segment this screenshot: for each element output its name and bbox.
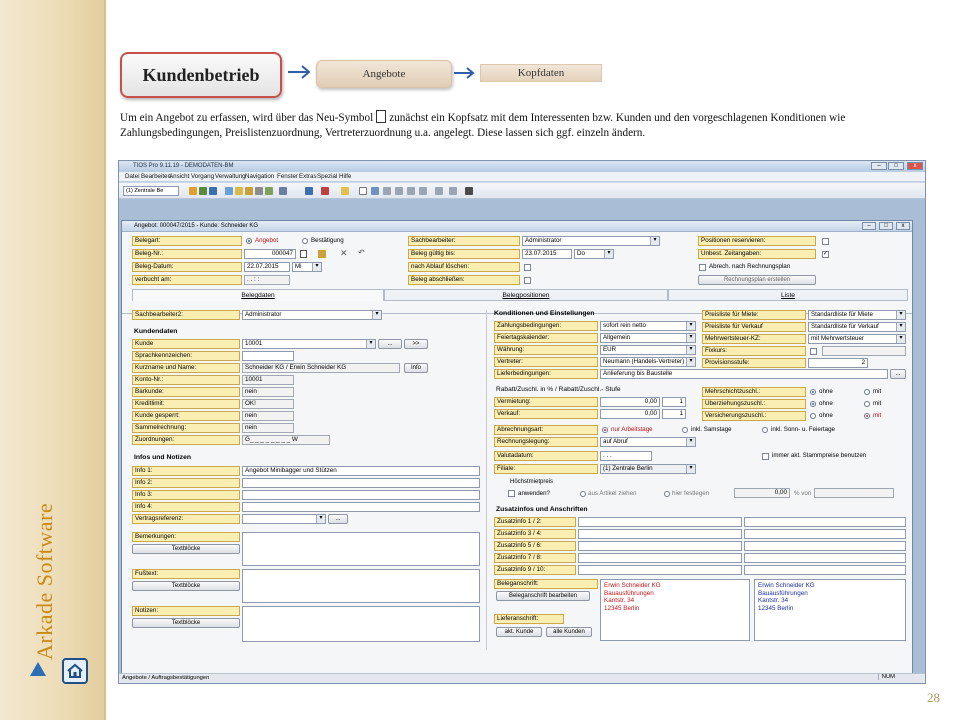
verbucht-label: verbucht am:	[132, 275, 242, 285]
belegdatum-field[interactable]: 22.07.2015	[244, 262, 290, 272]
filiale-label: Filiale:	[494, 464, 598, 474]
hoechst-value-field[interactable]: 0,00	[734, 488, 790, 498]
abr-samstage-radio[interactable]	[682, 427, 688, 433]
fusstext-label: Fußtext:	[132, 569, 240, 579]
anwenden-text: anwenden?	[518, 490, 550, 497]
verkauf-pct-field[interactable]: 0,00	[600, 409, 660, 419]
provision-field[interactable]: 2	[808, 358, 868, 368]
info4-label: Info 4:	[132, 502, 240, 512]
help-icon[interactable]	[341, 187, 349, 195]
aus-artikel-text: aus Artikel ziehen	[588, 490, 637, 497]
infos-heading: Infos und Notizen	[134, 454, 192, 461]
fusstext-textarea[interactable]	[242, 569, 480, 603]
belegdatum-label: Beleg-Datum:	[132, 262, 242, 272]
belegart-angebot-radio[interactable]	[246, 238, 252, 244]
app-window	[118, 160, 926, 684]
vermietung-pct-field[interactable]: 0,00	[600, 397, 660, 407]
info2-field[interactable]	[242, 478, 480, 488]
undo-icon[interactable]: ↶	[358, 248, 365, 257]
anwenden-checkbox[interactable]	[508, 490, 515, 497]
notizen-label: Notizen:	[132, 606, 240, 616]
tool-icon[interactable]	[449, 187, 457, 195]
versicherung-mit-text: mit	[873, 412, 882, 419]
clock-icon[interactable]	[255, 187, 263, 195]
versicherung-label: Versicherungszuschl.:	[702, 411, 806, 421]
menu-bearbeiten[interactable]: Bearbeiten	[141, 173, 171, 180]
tool-icon[interactable]	[209, 187, 217, 195]
tool-icon[interactable]	[435, 187, 443, 195]
abschliessen-checkbox[interactable]	[524, 277, 531, 284]
zusatz2-field[interactable]	[744, 517, 906, 527]
vertragsreferenz-label: Vertragsreferenz:	[132, 514, 240, 524]
kunde-label: Kunde	[132, 339, 240, 349]
zahlungsbed-label: Zahlungsbedingungen:	[494, 321, 598, 331]
zusatz7-label: Zusatzinfo 7 / 8:	[494, 553, 576, 563]
zusatz3-field[interactable]	[578, 529, 742, 539]
delete-icon[interactable]: ✕	[340, 248, 348, 258]
document-titlebar	[122, 221, 912, 232]
tool-icon[interactable]	[245, 187, 253, 195]
document-title: Angebot: 000047/2015 - Kunde: Schneider KG	[134, 223, 259, 229]
info2-label: Info 2:	[132, 478, 240, 488]
vertreter-label: Vertreter:	[494, 357, 598, 367]
sachbearbeiter-label: Sachbearbeiter:	[408, 236, 520, 246]
toolbar	[119, 183, 925, 199]
waehrung-select[interactable]: EUR ▾	[600, 345, 696, 355]
menu-navigation[interactable]: Navigation	[245, 173, 275, 180]
mwst-label: Mehrwertsteuer-KZ:	[702, 334, 806, 344]
preis-verkauf-label: Preisliste für Verkauf	[702, 322, 806, 332]
belegdatum-day-select[interactable]: Mi ▾	[292, 262, 322, 272]
preis-verkauf-select[interactable]: Standardliste für Verkauf ▾	[808, 322, 906, 332]
intro-text-part2: zunächst ein Kopfsatz mit dem Interessenten bzw. Kunden und den vorgeschlagenen Konditionen wie Zahlungsbedingungen, Preislistenzuordnung, Vertreterzuordnung u.a. angelegt. Diese lassen sich ggf. einzeln ändern.	[120, 112, 846, 139]
calendar-icon[interactable]	[279, 187, 287, 195]
kreditlimit-field: OK!	[242, 399, 294, 409]
info1-field[interactable]: Angebot Minibagger und Stützen	[242, 466, 480, 476]
brand-text: Arkade Software	[32, 502, 57, 660]
zusatz6-field[interactable]	[744, 541, 906, 551]
exit-icon[interactable]	[465, 187, 473, 195]
sprache-field[interactable]	[242, 351, 294, 361]
vertragsreferenz-dots-button[interactable]: ...	[328, 514, 348, 524]
kurzname-field: Schneider KG / Erwin Schneider KG	[242, 363, 400, 373]
hier-festlegen-radio[interactable]	[664, 491, 670, 497]
tool-icon[interactable]	[407, 187, 415, 195]
abrechnungsart-label: Abrechnungsart:	[494, 425, 598, 435]
zuordnungen-field: G_ _ _ _ _ _ _ _ W	[242, 435, 330, 445]
sachbearbeiter-select[interactable]: Administrator ▾	[522, 236, 660, 246]
tab-belegpositionen[interactable]: Belegpositionen	[384, 289, 668, 301]
belegart-label: Belegart:	[132, 236, 242, 246]
tab-belegdaten[interactable]: Belegdaten	[132, 289, 384, 301]
ablauf-checkbox[interactable]	[524, 264, 531, 271]
stammpreise-text: immer akt. Stammpreise benutzen	[772, 452, 867, 459]
valutadatum-field[interactable]: . . .	[600, 451, 652, 461]
gesperrt-label: Kunde gesperrt:	[132, 411, 240, 421]
app-title: TIOS Pro 9.11.19 - DEMODATEN-BM	[133, 163, 234, 169]
beleganschrift-textarea[interactable]: Erwin Schneider KG Bauausführungen Kantstr. 34 12345 Berlin	[600, 579, 750, 641]
flow-arrow-icon	[454, 64, 478, 82]
vermietung-stufe-field[interactable]: 1	[662, 397, 686, 407]
zusatz-heading: Zusatzinfos und Anschriften	[496, 506, 588, 513]
edit-icon[interactable]	[318, 250, 326, 258]
info-icon[interactable]	[305, 187, 313, 195]
info4-field[interactable]	[242, 502, 480, 512]
hoechst-basis-field[interactable]	[814, 488, 894, 498]
abr-feiertage-radio[interactable]	[762, 427, 768, 433]
fixkurs-checkbox[interactable]	[810, 348, 817, 355]
ueberziehung-ohne-radio[interactable]	[810, 401, 816, 407]
zusatz9-field[interactable]	[578, 565, 742, 575]
fixkurs-field[interactable]	[822, 346, 906, 356]
status-num: NUM	[878, 674, 895, 680]
brand-logo	[8, 500, 88, 660]
vertragsreferenz-select[interactable]	[242, 514, 326, 524]
positionen-checkbox[interactable]	[822, 238, 829, 245]
valutadatum-label: Valutadatum:	[494, 451, 598, 461]
tool-icon[interactable]	[395, 187, 403, 195]
menubar	[119, 172, 925, 182]
abr-feiertage-text: inkl. Sonn- u. Feiertage	[771, 426, 835, 433]
preis-miete-select[interactable]: Standardliste für Miete ▾	[808, 310, 906, 320]
abr-samstage-text: inkl. Samstage	[691, 426, 732, 433]
statusbar	[119, 673, 925, 683]
feiertag-select[interactable]: Allgemein ▾	[600, 333, 696, 343]
flow-arrow-icon	[288, 62, 314, 82]
kundendaten-heading: Kundendaten	[134, 328, 178, 335]
ueberziehung-label: Überziehungszuschl.:	[702, 399, 806, 409]
zusatz8-field[interactable]	[744, 553, 906, 563]
belegnr-field[interactable]: 000047	[244, 249, 296, 259]
positionen-label: Positionen reservieren:	[698, 236, 816, 246]
menu-ansicht[interactable]: Ansicht	[169, 173, 190, 180]
menu-fenster[interactable]: Fenster	[277, 173, 298, 180]
zusatz7-field[interactable]	[578, 553, 742, 563]
versicherung-ohne-radio[interactable]	[810, 413, 816, 419]
fusstext-textbloecke-button[interactable]: Textblöcke	[132, 581, 240, 591]
close-icon[interactable]: x	[896, 222, 910, 230]
versicherung-ohne-text: ohne	[819, 412, 833, 419]
lieferbed-label: Lieferbedingungen:	[494, 369, 598, 379]
zuordnungen-label: Zuordnungen:	[132, 435, 240, 445]
tool-icon[interactable]	[199, 187, 207, 195]
vermietung-label: Vermietung:	[494, 397, 598, 407]
column-separator	[486, 310, 487, 650]
page-number: 28	[927, 690, 940, 705]
intro-text	[120, 110, 920, 141]
stammpreise-checkbox[interactable]	[762, 453, 769, 460]
ablauf-label: nach Ablauf löschen:	[408, 262, 520, 272]
mehrschicht-mit-radio[interactable]	[864, 389, 870, 395]
kunde-select[interactable]: 10001 ▾	[242, 339, 376, 349]
gueltig-field[interactable]: 23.07.2015	[522, 249, 572, 259]
gueltig-day-select[interactable]: Do ▾	[574, 249, 614, 259]
mdi-area	[119, 199, 925, 675]
konto-field: 10001	[242, 375, 294, 385]
hier-festlegen-text: hier festlegen	[672, 490, 710, 497]
mehrschicht-ohne-radio[interactable]	[810, 389, 816, 395]
tool-icon[interactable]	[235, 187, 243, 195]
mehrschicht-ohne-text: ohne	[819, 388, 833, 395]
new-document-icon[interactable]	[300, 250, 307, 258]
bemerkungen-textarea[interactable]	[242, 532, 480, 566]
akt-kunde-button[interactable]: akt. Kunde	[496, 627, 542, 637]
sb2-label: Sachbearbeiter2:	[132, 310, 240, 320]
rechnungslegung-label: Rechnungslegung:	[494, 437, 598, 447]
abr-arbeitstage-text: nur Arbeitstage	[611, 426, 653, 433]
abrech-text: Abrech. nach Rechnungsplan	[709, 263, 791, 270]
save-icon[interactable]	[371, 187, 379, 195]
gesperrt-field: nein	[242, 411, 294, 421]
konditionen-heading: Konditionen und Einstellungen	[494, 310, 595, 317]
previous-arrow-icon[interactable]	[30, 662, 46, 676]
fixkurs-label: Fixkurs:	[702, 346, 806, 356]
zusatz5-label: Zusatzinfo 5 / 6:	[494, 541, 576, 551]
flow-step-kopfdaten: Kopfdaten	[480, 64, 602, 82]
menu-datei[interactable]: Datei	[125, 173, 140, 180]
bemerkungen-label: Bemerkungen:	[132, 532, 240, 542]
app-titlebar	[119, 161, 925, 172]
document-body	[122, 232, 912, 684]
mehrschicht-label: Mehrschichtzuschl.:	[702, 387, 806, 397]
print-icon[interactable]	[383, 187, 391, 195]
document-icon[interactable]	[225, 187, 233, 195]
info3-label: Info 3:	[132, 490, 240, 500]
kurzname-label: Kurzname und Name:	[132, 363, 240, 373]
maximize-icon[interactable]: □	[879, 222, 893, 230]
minimize-icon[interactable]: –	[862, 222, 876, 230]
abr-arbeitstage-radio[interactable]	[602, 427, 608, 433]
branch-select[interactable]: (1) Zentrale Be	[123, 186, 179, 196]
notizen-textbloecke-button[interactable]: Textblöcke	[132, 618, 240, 628]
lieferanschrift-label: Lieferanschrift:	[494, 614, 564, 624]
info3-field[interactable]	[242, 490, 480, 500]
sprache-label: Sprachkennzeichen:	[132, 351, 240, 361]
tool-icon[interactable]	[321, 187, 329, 195]
sammelrechnung-field: nein	[242, 423, 294, 433]
preis-miete-label: Preisliste für Miete:	[702, 310, 806, 320]
rechnungsplan-button[interactable]: Rechnungsplan erstellen	[698, 275, 816, 285]
barkunde-field: nein	[242, 387, 294, 397]
menu-hilfe[interactable]: Hilfe	[339, 173, 352, 180]
home-icon[interactable]	[62, 658, 88, 684]
menu-verwaltung[interactable]: Verwaltung	[215, 173, 246, 180]
intro-text-part1: Um ein Angebot zu erfassen, wird über das Neu-Symbol	[120, 112, 374, 124]
vertreter-select[interactable]: Neumann (Handels-Vertreter) ▾	[600, 357, 696, 367]
abschliessen-label: Beleg abschließen:	[408, 275, 520, 285]
zusatz4-field[interactable]	[744, 529, 906, 539]
tool-icon[interactable]	[419, 187, 427, 195]
verkauf-label: Verkauf:	[494, 409, 598, 419]
menu-extras[interactable]: Extras	[299, 173, 317, 180]
close-icon[interactable]: x	[907, 162, 923, 170]
pct-von-text: % von	[794, 490, 812, 497]
ueberziehung-mit-radio[interactable]	[864, 401, 870, 407]
lieferbed-dots-button[interactable]: ...	[890, 369, 906, 379]
aus-artikel-radio[interactable]	[580, 491, 586, 497]
menu-vorgang[interactable]: Vorgang	[191, 173, 215, 180]
maximize-icon[interactable]: □	[888, 162, 904, 170]
document-window	[121, 220, 913, 684]
konto-label: Konto-Nr.:	[132, 375, 240, 385]
belegnr-label: Beleg-Nr.:	[132, 249, 242, 259]
versicherung-mit-radio[interactable]	[864, 413, 870, 419]
belegart-angebot-text: Angebot	[255, 237, 279, 244]
tab-liste[interactable]: Liste	[668, 289, 908, 301]
status-text: Angebote / Auftragsbestätigungen	[122, 675, 210, 681]
info-button[interactable]: Info	[404, 363, 428, 373]
belegart-bestaetigung-text: Bestätigung	[311, 237, 344, 244]
abrech-checkbox[interactable]	[699, 264, 706, 271]
ueberziehung-mit-text: mit	[873, 400, 882, 407]
zusatz9-label: Zusatzinfo 9 / 10:	[494, 565, 576, 575]
new-document-icon	[376, 110, 386, 123]
provision-label: Provisionsstufe:	[702, 358, 806, 368]
zusatz5-field[interactable]	[578, 541, 742, 551]
flow-step-angebote: Angebote	[316, 60, 452, 88]
notizen-textarea[interactable]	[242, 606, 480, 642]
new-document-icon[interactable]	[359, 187, 367, 195]
filiale-select[interactable]: (1) Zentrale Berlin ▾	[600, 464, 696, 474]
kunde-dots-button[interactable]: ...	[378, 339, 402, 349]
zeitangaben-checkbox[interactable]: ✓	[823, 251, 829, 257]
tool-icon[interactable]	[265, 187, 273, 195]
ueberziehung-ohne-text: ohne	[819, 400, 833, 407]
zahlungsbed-select[interactable]: sofort rein netto ▾	[600, 321, 696, 331]
folder-icon[interactable]	[189, 187, 197, 195]
beleganschrift-button[interactable]: Beleganschrift bearbeiten	[496, 591, 590, 601]
verkauf-stufe-field[interactable]: 1	[662, 409, 686, 419]
zusatz10-field[interactable]	[744, 565, 906, 575]
mwst-select[interactable]: mit Mehrwertsteuer ▾	[808, 334, 906, 344]
lieferbed-field[interactable]: Anlieferung bis Baustelle	[600, 369, 888, 379]
bemerkungen-textbloecke-button[interactable]: Textblöcke	[132, 544, 240, 554]
zusatz3-label: Zusatzinfo 3 / 4:	[494, 529, 576, 539]
kreditlimit-label: Kreditlimit:	[132, 399, 240, 409]
mehrschicht-mit-text: mit	[873, 388, 882, 395]
rabatt-heading: Rabatt/Zuschl. in % / Rabatt/Zuschl.- Stufe	[496, 386, 621, 393]
sammelrechnung-label: Sammelrechnung:	[132, 423, 240, 433]
lieferanschrift-textarea[interactable]: Erwin Schneider KG Bauausführungen Kantstr. 34 12345 Berlin	[754, 579, 906, 641]
menu-spezial[interactable]: Spezial	[317, 173, 338, 180]
sb2-select[interactable]: Administrator ▾	[242, 310, 382, 320]
zusatz1-field[interactable]	[578, 517, 742, 527]
kunde-next-button[interactable]: >>	[404, 339, 428, 349]
zusatz1-label: Zusatzinfo 1 / 2:	[494, 517, 576, 527]
minimize-icon[interactable]: –	[871, 162, 887, 170]
waehrung-label: Währung:	[494, 345, 598, 355]
flow-step-kundenbetrieb: Kundenbetrieb	[120, 52, 282, 98]
gueltig-label: Beleg gültig bis:	[408, 249, 520, 259]
alle-kunden-button[interactable]: alle Kunden	[546, 627, 592, 637]
beleganschrift-label: Beleganschrift:	[494, 579, 598, 589]
hoechst-heading: Höchstmietpreis	[510, 479, 554, 485]
belegart-bestaetigung-radio[interactable]	[302, 238, 308, 244]
verbucht-field[interactable]: . . : :	[244, 275, 290, 285]
feiertag-label: Feiertagskalender:	[494, 333, 598, 343]
rechnungslegung-select[interactable]: auf Abruf ▾	[600, 437, 696, 447]
info1-label: Info 1:	[132, 466, 240, 476]
zeitangaben-label: Unbest. Zeitangaben:	[698, 249, 816, 259]
barkunde-label: Barkunde:	[132, 387, 240, 397]
